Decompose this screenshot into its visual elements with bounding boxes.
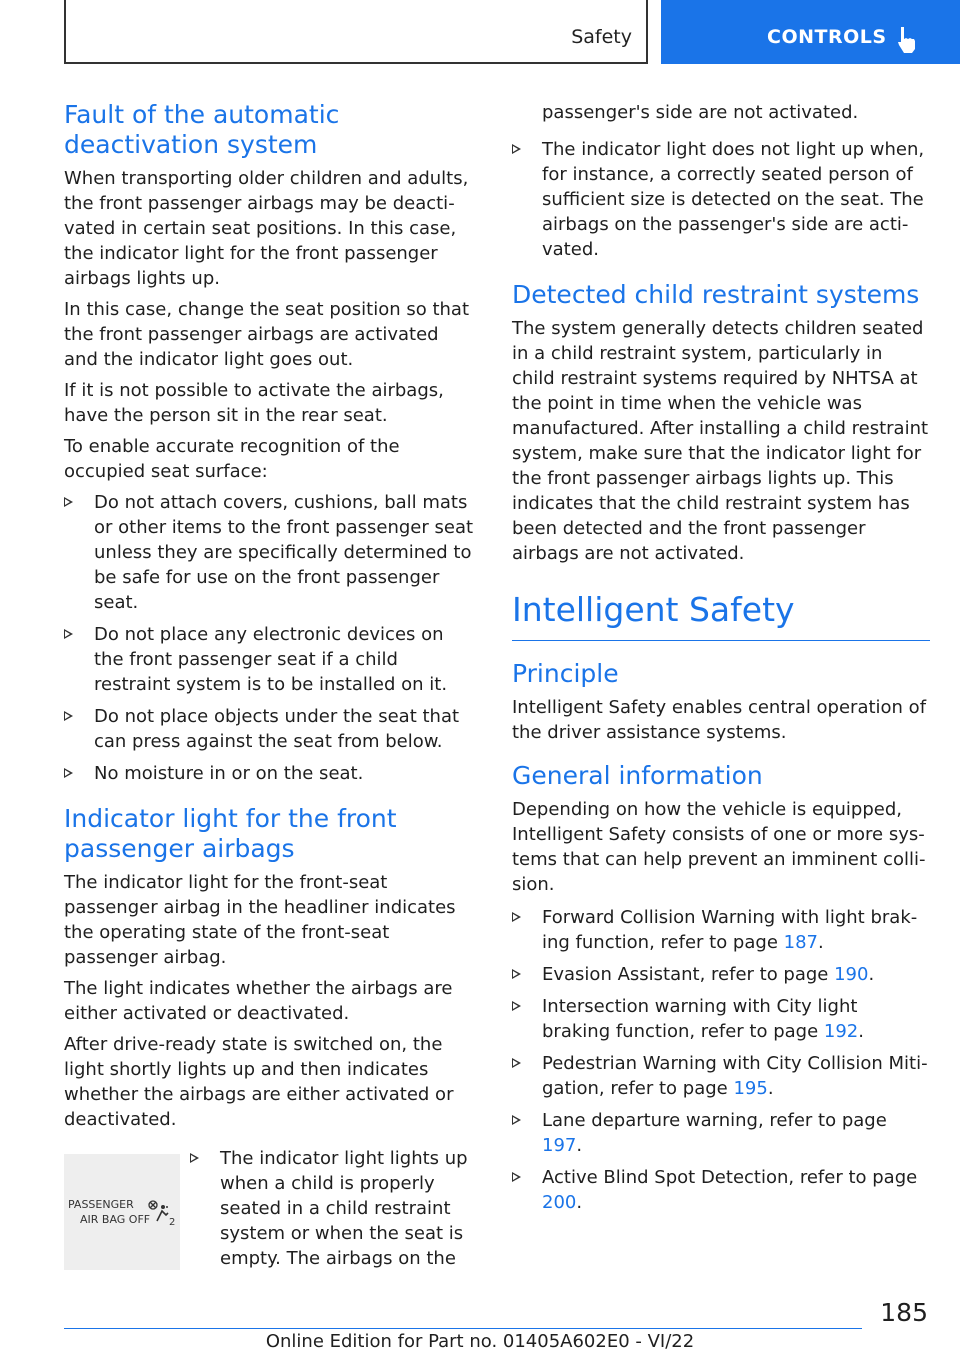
- right-column: [512, 100, 930, 1222]
- list-item: Evasion Assistant, refer to page 190.: [512, 962, 930, 987]
- list-item: Forward Collision Warning with light braking function, refer to page 187.: [512, 905, 930, 955]
- indicator-paragraph-2: The light indicates whether the airbags are either activated or deactivated.: [64, 978, 453, 1024]
- general-paragraph: Depending on how the vehicle is equipped, Intelligent Safety consists of one or more systems that can help prevent an imminent collision.: [512, 799, 926, 895]
- bullet-triangle-icon: [512, 144, 521, 154]
- bullet-triangle-icon: [512, 912, 521, 922]
- page-number: 185: [880, 1298, 928, 1327]
- heading-fault: Fault of the automatic deactivation system: [64, 100, 340, 159]
- left-column: [64, 100, 478, 1276]
- panel-label-line-2: AIR BAG OFF: [80, 1213, 151, 1226]
- page-link-195[interactable]: 195: [733, 1078, 768, 1099]
- list-item: The indicator light lights up when a child is properly seated in a child restraint system or when the seat is empty. The airbags on the: [190, 1146, 480, 1271]
- fault-paragraph-3: If it is not possible to activate the airbags, have the person sit in the rear seat.: [64, 380, 444, 426]
- bullet-triangle-icon: [512, 1172, 521, 1182]
- list-item: passenger's side are not activated.: [542, 102, 859, 123]
- pointing-hand-icon: [895, 25, 921, 55]
- list-item: Do not attach covers, cushions, ball mats or other items to the front passenger seat unless they are specifically determined to be safe for use on the front passenger seat.: [64, 490, 478, 615]
- list-item: No moisture in or on the seat.: [64, 761, 478, 786]
- page-link-192[interactable]: 192: [823, 1021, 859, 1042]
- principle-paragraph: Intelligent Safety enables central operation of the driver assistance systems.: [512, 697, 927, 743]
- bullet-triangle-icon: [64, 629, 73, 639]
- bullet-triangle-icon: [64, 768, 73, 778]
- heading-intelligent-safety: Intelligent Safety: [512, 590, 795, 629]
- heading-intelligent-wrap: [512, 590, 930, 641]
- heading-indicator: Indicator light for the front passenger airbags: [64, 804, 397, 863]
- indicator-paragraph-3: After drive-ready state is switched on, the light shortly lights up and then indicates whether the airbags are either activated or deactivated.: [64, 1034, 454, 1130]
- list-item: The indicator light does not light up when, for instance, a correctly seated person of sufficient size is detected on the seat. The airbags on the passenger's side are activated.: [512, 137, 930, 262]
- fault-paragraph-1: When transporting older children and adults, the front passenger airbags may be deactivated in certain seat positions. In this case, the indicator light for the front passenger airbags lights up.: [64, 168, 469, 289]
- svg-text:2: 2: [169, 1217, 176, 1227]
- feature-list: [512, 905, 930, 1215]
- list-item: Pedestrian Warning with City Collision Mitigation, refer to page 195.: [512, 1051, 930, 1101]
- airbag-off-icon: [146, 1199, 176, 1227]
- list-item: Do not place any electronic devices on the front passenger seat if a child restraint system is to be installed on it.: [64, 622, 478, 697]
- bullet-triangle-icon: [190, 1153, 199, 1163]
- page-link-190[interactable]: 190: [834, 964, 869, 985]
- bullet-triangle-icon: [512, 1115, 521, 1125]
- fault-paragraph-4: To enable accurate recognition of the occupied seat surface:: [64, 436, 400, 482]
- heading-principle: Principle: [512, 659, 619, 688]
- panel-label-line-1: PASSENGER: [68, 1198, 134, 1211]
- indicator-panel-image: [64, 1154, 180, 1270]
- detected-paragraph: The system generally detects children seated in a child restraint system, particularly in child restraint systems required by NHTSA at the point in time when the vehicle was manufactured. After installing a child restraint system, make sure that the indicator light for the front passenger airbags lights up. This indicates that the child restraint system has been detected and the front passenger airbags are not activated.: [512, 318, 929, 564]
- section-title: Safety: [571, 26, 632, 48]
- page-link-197[interactable]: 197: [542, 1135, 577, 1156]
- bullet-triangle-icon: [512, 1058, 521, 1068]
- page-link-187[interactable]: 187: [783, 932, 818, 953]
- bullet-triangle-icon: [512, 969, 521, 979]
- chapter-tab-label: CONTROLS: [767, 26, 887, 48]
- footer-edition: Online Edition for Part no. 01405A602E0 - VI/22: [265, 1331, 695, 1352]
- page-link-200[interactable]: 200: [542, 1192, 577, 1213]
- bullet-triangle-icon: [64, 497, 73, 507]
- list-item: Active Blind Spot Detection, refer to page 200.: [512, 1165, 930, 1215]
- heading-general-information: General information: [512, 761, 763, 790]
- indicator-list: [190, 1146, 480, 1278]
- list-item: Lane departure warning, refer to page 197.: [512, 1108, 930, 1158]
- bullet-triangle-icon: [512, 1001, 521, 1011]
- bullet-triangle-icon: [64, 711, 73, 721]
- chapter-tab[interactable]: [661, 0, 960, 64]
- list-item: Do not place objects under the seat that can press against the seat from below.: [64, 704, 478, 754]
- indicator-paragraph-1: The indicator light for the front-seat passenger airbag in the headliner indicates the operating state of the front-seat passenger airbag.: [64, 872, 456, 968]
- header-box: [64, 0, 648, 64]
- fault-paragraph-2: In this case, change the seat position so that the front passenger airbags are activated and the indicator light goes out.: [64, 299, 469, 370]
- fault-list: [64, 490, 478, 786]
- indicator-list-continued: [512, 100, 930, 262]
- list-item: Intersection warning with City light braking function, refer to page 192.: [512, 994, 930, 1044]
- indicator-panel-row: [64, 1146, 478, 1276]
- heading-detected: Detected child restraint systems: [512, 280, 920, 309]
- footer-divider: [64, 1328, 862, 1329]
